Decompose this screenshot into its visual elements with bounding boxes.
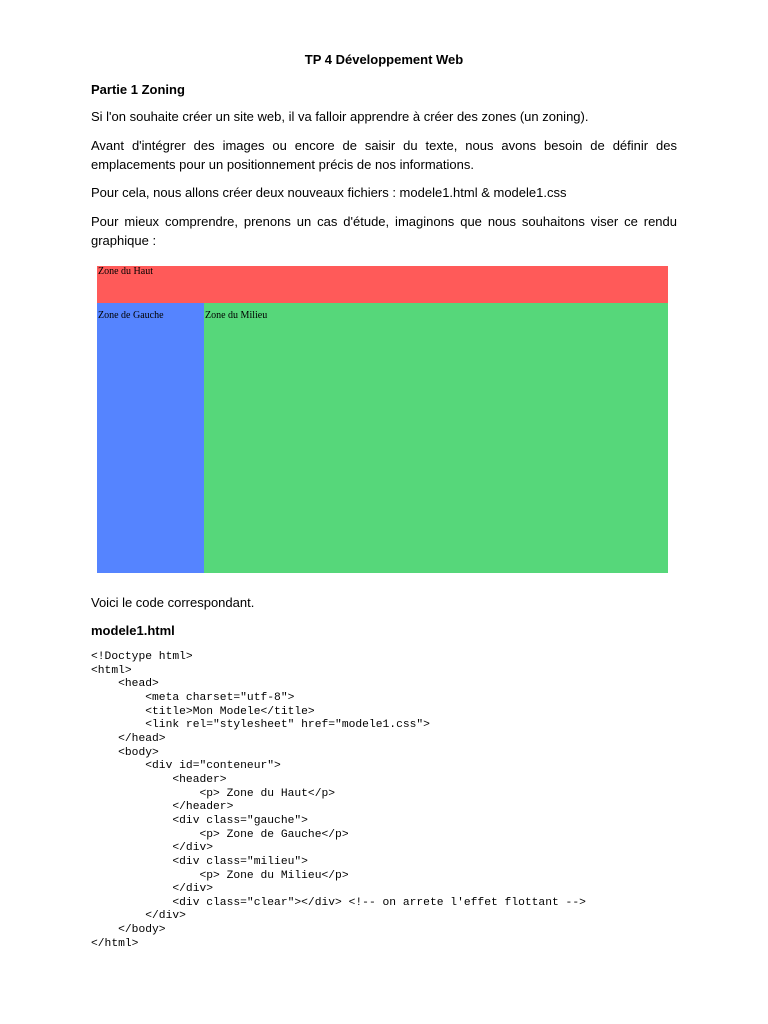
code-line: <body> (91, 746, 159, 759)
code-line: <title>Mon Modele</title> (91, 705, 315, 718)
code-line: </html> (91, 937, 139, 950)
section-heading: Partie 1 Zoning (91, 82, 185, 97)
code-line: <div id="conteneur"> (91, 760, 281, 773)
code-line: </body> (91, 924, 166, 937)
zone-haut-label: Zone du Haut (98, 266, 153, 277)
zone-milieu-label: Zone du Milieu (205, 310, 268, 321)
zone-gauche (97, 303, 204, 573)
code-line: </head> (91, 732, 166, 745)
code-line: <p> Zone du Haut</p> (91, 787, 336, 800)
zoning-figure (97, 266, 668, 573)
zone-haut (97, 266, 668, 303)
paragraph-code-intro: Voici le code correspondant. (91, 595, 255, 610)
document-title: TP 4 Développement Web (304, 52, 464, 67)
code-line: <div class="clear"></div> <!-- on arrete l'effet flottant --> (91, 896, 586, 909)
code-line: <meta charset="utf-8"> (91, 691, 295, 704)
code-block (91, 651, 586, 951)
paragraph-files: Pour cela, nous allons créer deux nouveaux fichiers : modele1.html & modele1.css (91, 185, 567, 200)
paragraph-intro: Si l'on souhaite créer un site web, il va falloir apprendre à créer des zones (un zoning). (91, 109, 589, 124)
code-line: <header> (91, 773, 227, 786)
code-line: <div class="gauche"> (91, 814, 308, 827)
code-line: <p> Zone de Gauche</p> (91, 828, 349, 841)
code-line: <div class="milieu"> (91, 855, 308, 868)
code-line: </div> (91, 842, 214, 855)
code-line: </div> (91, 910, 186, 923)
file-heading: modele1.html (91, 623, 175, 638)
zone-gauche-label: Zone de Gauche (98, 310, 164, 321)
code-line: <!Doctype html> (91, 651, 193, 663)
paragraph-case-study: Pour mieux comprendre, prenons un cas d'étude, imaginons que nous souhaitons viser ce rendu graphique : (91, 214, 677, 248)
code-line: <link rel="stylesheet" href="modele1.css"> (91, 719, 430, 732)
code-line: <p> Zone du Milieu</p> (91, 869, 349, 882)
paragraph-placement: Avant d'intégrer des images ou encore de saisir du texte, nous avons besoin de définir des emplacements pour un positionnement précis de nos informations. (91, 138, 677, 172)
code-line: <html> (91, 664, 132, 677)
zone-milieu (204, 303, 668, 573)
code-line: <head> (91, 678, 159, 691)
code-line: </header> (91, 801, 234, 814)
code-line: </div> (91, 883, 214, 896)
